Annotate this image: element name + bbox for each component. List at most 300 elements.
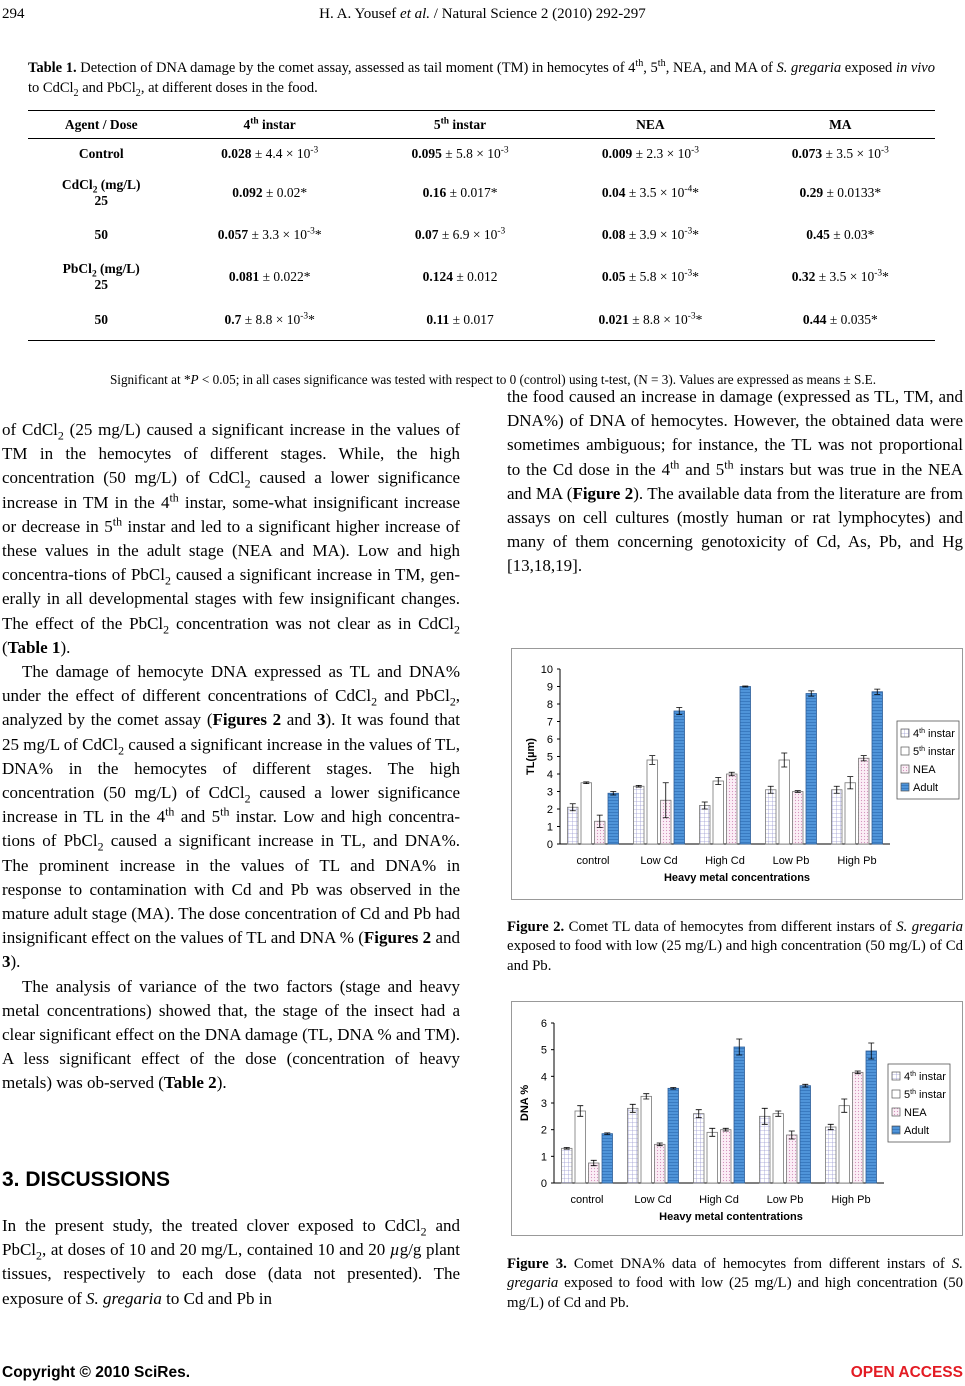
txt: (25 mg/L) caused a significant increase in the values of TM in the hemocytes of different stages. While, the high concentration (50 mg/L) of CdCl bbox=[2, 420, 461, 488]
cell-se: ± 0.017* bbox=[446, 184, 498, 200]
sub-2: 2 bbox=[449, 694, 456, 709]
cell-nea bbox=[555, 139, 745, 169]
cell-c4 bbox=[174, 139, 364, 169]
txt: Comet DNA% data of hemocytes from different instars of bbox=[566, 1256, 952, 1272]
bar-0-3 bbox=[760, 1116, 771, 1183]
cell-exp: -3 bbox=[684, 226, 693, 236]
cell-agent bbox=[28, 301, 174, 341]
agent-name: 50 bbox=[94, 312, 108, 328]
cell-se: ± 0.012 bbox=[452, 268, 498, 284]
table-row bbox=[28, 169, 935, 217]
txt: exposed to food with low (25 mg/L) and high concentration (50 mg/L) of Cd and Pb. bbox=[507, 938, 963, 974]
txt: ). bbox=[216, 1073, 227, 1093]
y-axis-label: DNA % bbox=[519, 1084, 531, 1122]
caption-text: exposed bbox=[841, 60, 896, 76]
sig-text: Significant at * bbox=[109, 372, 191, 387]
bar-0-4 bbox=[826, 1127, 837, 1183]
cell-exp: -3 bbox=[497, 226, 506, 236]
agent-dose: 25 bbox=[94, 192, 108, 208]
cell-se: ± 3.9 × 10 bbox=[625, 226, 685, 242]
bar-2-2 bbox=[727, 774, 738, 844]
bar-0-1 bbox=[634, 786, 645, 844]
table-row bbox=[28, 217, 935, 253]
sub-2: 2 bbox=[454, 622, 460, 637]
bar-2-4 bbox=[853, 1072, 864, 1183]
bar-3-0 bbox=[608, 793, 619, 844]
agent-unit: (mg/L) bbox=[97, 176, 141, 192]
left-column bbox=[2, 418, 460, 1096]
bar-1-2 bbox=[707, 1132, 718, 1183]
cell-se: ± 0.0133* bbox=[823, 184, 882, 200]
legend-label: 5th instar bbox=[913, 746, 955, 758]
txt: , at doses of 10 and 20 mg/L, contained 10 and 20 bbox=[41, 1240, 390, 1260]
bar-3-1 bbox=[674, 711, 685, 844]
cell-mean: 0.095 bbox=[411, 145, 442, 161]
y-tick-label: 9 bbox=[546, 681, 553, 694]
caption-text: and PbCl bbox=[78, 80, 136, 96]
agent-name: 50 bbox=[94, 226, 108, 242]
right-column bbox=[507, 385, 963, 579]
sub-2: 2 bbox=[244, 791, 251, 806]
cell-mean: 0.04 bbox=[601, 184, 626, 200]
txt: ( bbox=[2, 637, 8, 657]
bar-3-4 bbox=[872, 692, 883, 844]
header-num: 4 bbox=[243, 116, 251, 132]
bar-1-1 bbox=[647, 760, 658, 844]
txt: ). It was found that 25 mg/L of CdCl bbox=[2, 710, 461, 754]
sup-th: th bbox=[670, 456, 680, 471]
cell-mean: 0.057 bbox=[217, 226, 249, 242]
cell-mean: 0.44 bbox=[802, 312, 827, 328]
y-axis-label: TL(µm) bbox=[525, 738, 537, 775]
cell-ma bbox=[746, 139, 935, 169]
legend-label: Adult bbox=[904, 1125, 930, 1137]
x-tick-label: High Pb bbox=[831, 1194, 871, 1206]
x-tick-label: control bbox=[576, 855, 610, 867]
legend-label: 4th instar bbox=[904, 1071, 946, 1083]
cell-c5 bbox=[365, 253, 555, 301]
cell-se: ± 4.4 × 10 bbox=[251, 145, 311, 161]
bar-2-2 bbox=[721, 1130, 732, 1183]
txt: The damage of hemocyte DNA expressed as TL and DNA% under the effect of different concentrations of CdCl bbox=[2, 662, 460, 706]
cell-mean: 0.45 bbox=[806, 226, 830, 242]
cell-ma bbox=[746, 253, 935, 301]
bar-0-2 bbox=[694, 1114, 705, 1183]
txt: and bbox=[431, 928, 461, 948]
cell-mean: 0.092 bbox=[232, 184, 263, 200]
sup-th: th bbox=[220, 804, 230, 819]
sub-2: 2 bbox=[244, 476, 251, 491]
txt: instar. Low and high concentra-tions of PbCl bbox=[2, 807, 460, 851]
figure-ref-link[interactable]: 3 bbox=[2, 952, 11, 972]
figure2-chart bbox=[511, 648, 963, 900]
txt: and 5 bbox=[679, 459, 725, 479]
cell-c5 bbox=[365, 301, 555, 341]
bar-2-3 bbox=[787, 1135, 798, 1183]
cell-star: * bbox=[308, 312, 315, 328]
cell-exp: -3 bbox=[306, 226, 315, 236]
txt: and bbox=[281, 710, 317, 730]
cell-c5 bbox=[365, 169, 555, 217]
x-tick-label: High Cd bbox=[705, 855, 745, 867]
cell-c4 bbox=[174, 169, 364, 217]
txt: ). The available data from the literature are from assays on cell cultures (mostly human or rat lymphocytes) and many of them concerning genotoxicity of Cd, As, Pb, and Hg [13,18,19]. bbox=[507, 483, 963, 576]
sig-p: P bbox=[190, 372, 199, 387]
figure-ref-link[interactable]: Figures 2 bbox=[363, 928, 432, 948]
txt: to Cd and Pb in bbox=[161, 1288, 272, 1308]
figure-ref-link[interactable]: Figures 2 bbox=[212, 710, 282, 730]
figure3-label: Figure 3. bbox=[507, 1256, 567, 1272]
cell-nea bbox=[555, 253, 745, 301]
cell-c5 bbox=[365, 217, 555, 253]
cell-c5 bbox=[365, 139, 555, 169]
bar-1-0 bbox=[581, 783, 592, 844]
cell-mean: 0.08 bbox=[601, 226, 626, 242]
y-tick-label: 4 bbox=[546, 769, 553, 781]
legend-label: NEA bbox=[904, 1107, 927, 1119]
cell-se: ± 5.8 × 10 bbox=[441, 145, 501, 161]
table-row bbox=[28, 301, 935, 341]
y-tick-label: 7 bbox=[546, 716, 553, 729]
species-name: S. gregaria bbox=[507, 1256, 963, 1292]
cell-nea bbox=[555, 301, 745, 341]
txt: g/g plant tissues, respectively to each dose (data not presented). The exposure of bbox=[2, 1240, 461, 1308]
running-title bbox=[0, 6, 965, 23]
cell-exp: -3 bbox=[684, 268, 693, 278]
agent-name: PbCl bbox=[62, 260, 92, 276]
txt: and PbCl bbox=[377, 686, 450, 706]
x-tick-label: High Cd bbox=[699, 1194, 739, 1206]
sup-th: th bbox=[165, 804, 175, 819]
y-tick-label: 6 bbox=[540, 1018, 547, 1030]
txt: instar, some-what insignificant increase or decrease in 5 bbox=[2, 492, 461, 536]
cell-se: ± 0.022* bbox=[259, 268, 311, 284]
running-title-journal: / Natural Science 2 (2010) 292-297 bbox=[430, 6, 646, 22]
bar-2-1 bbox=[655, 1144, 666, 1183]
cell-star: * bbox=[692, 226, 699, 242]
sup-th: th bbox=[440, 116, 450, 126]
cell-mean: 0.124 bbox=[422, 268, 453, 284]
bar-3-1 bbox=[668, 1088, 679, 1183]
footer-copyright: Copyright © 2010 SciRes. bbox=[2, 1364, 191, 1381]
header-instar: instar bbox=[258, 116, 296, 132]
txt: The analysis of variance of the two factors (stage and heavy metal concentrations) showed that, the stage of the insect had a clear significant effect on the DNA damage (TL, DNA % and TM). A less significant effect of the dose (concentration of heavy metals) was ob-served ( bbox=[2, 976, 460, 1093]
cell-exp: -3 bbox=[687, 311, 696, 322]
cell-ma bbox=[746, 169, 935, 217]
sup-th: th bbox=[635, 58, 644, 70]
legend-label: Adult bbox=[913, 782, 939, 794]
cell-mean: 0.32 bbox=[791, 268, 816, 284]
cell-c4 bbox=[174, 301, 364, 341]
cell-mean: 0.009 bbox=[601, 145, 633, 161]
x-axis-label: Heavy metal contentrations bbox=[659, 1211, 803, 1223]
paragraph-tl-dna bbox=[2, 660, 460, 975]
x-axis-label: Heavy metal concentrations bbox=[663, 872, 811, 884]
x-tick-label: Low Pb bbox=[772, 855, 810, 867]
x-tick-label: Low Pb bbox=[766, 1194, 804, 1206]
txt: instars but was true in the NEA and MA ( bbox=[507, 459, 963, 503]
species-name: S. gregaria bbox=[776, 60, 842, 76]
running-title-etal: et al. bbox=[400, 6, 431, 22]
figure2-svg bbox=[512, 649, 962, 899]
cell-mean: 0.028 bbox=[221, 145, 252, 161]
figure2-label: Figure 2. bbox=[507, 919, 565, 935]
cell-se: ± 3.3 × 10 bbox=[248, 226, 307, 242]
figure-ref-link[interactable]: Figure 2 bbox=[572, 483, 634, 503]
page-number: 294 bbox=[2, 6, 25, 22]
bar-3-4 bbox=[866, 1051, 877, 1183]
section-heading-discussions: 3. DISCUSSIONS bbox=[2, 1168, 171, 1191]
caption-text: to CdCl bbox=[28, 80, 74, 96]
cell-agent bbox=[28, 139, 174, 169]
legend-swatch bbox=[901, 783, 909, 791]
sup-th: th bbox=[112, 514, 123, 529]
y-tick-label: 3 bbox=[540, 1098, 547, 1110]
txt: caused a lower significance increase in TM in the 4 bbox=[2, 468, 460, 512]
cell-exp: -4 bbox=[684, 184, 693, 194]
cell-se: ± 0.035* bbox=[826, 312, 878, 328]
sub-2: 2 bbox=[36, 1248, 42, 1263]
cell-star: * bbox=[692, 268, 699, 284]
in-vivo: in vivo bbox=[895, 60, 935, 76]
legend-swatch bbox=[892, 1108, 900, 1116]
header-4th-instar bbox=[174, 111, 364, 139]
bar-1-1 bbox=[641, 1096, 652, 1183]
bar-3-3 bbox=[806, 694, 817, 845]
mu-symbol: µ bbox=[389, 1240, 400, 1260]
header-instar: instar bbox=[449, 116, 487, 132]
txt: of CdCl bbox=[2, 420, 58, 439]
bar-2-4 bbox=[859, 758, 870, 844]
figure3-chart bbox=[511, 1001, 963, 1236]
sub-2: 2 bbox=[57, 428, 64, 443]
txt: exposed to food with low (25 mg/L) and high concentration (50 mg/L) of Cd and Pb. bbox=[507, 1275, 963, 1311]
y-tick-label: 6 bbox=[546, 734, 553, 746]
figure2-caption bbox=[507, 918, 963, 976]
cell-se: ± 6.9 × 10 bbox=[438, 226, 498, 242]
header-5th-instar bbox=[365, 111, 555, 139]
table-row bbox=[28, 253, 935, 301]
cell-se: ± 3.5 × 10 bbox=[815, 268, 875, 284]
y-tick-label: 3 bbox=[546, 786, 553, 799]
sub-2: 2 bbox=[371, 694, 378, 709]
header-ma: MA bbox=[746, 111, 935, 139]
caption-text: , NEA, and MA of bbox=[665, 60, 777, 76]
txt: and 5 bbox=[174, 807, 221, 827]
bar-1-4 bbox=[845, 783, 856, 844]
sub-2: 2 bbox=[135, 87, 141, 99]
cell-se: ± 3.5 × 10 bbox=[822, 145, 882, 161]
cell-exp: -3 bbox=[691, 145, 699, 156]
sub-2: 2 bbox=[91, 269, 97, 280]
bar-0-1 bbox=[628, 1108, 639, 1183]
paragraph-tm bbox=[2, 418, 460, 660]
cell-se: ± 3.5 × 10 bbox=[625, 184, 685, 200]
header-nea: NEA bbox=[555, 111, 745, 139]
agent-unit: (mg/L) bbox=[96, 260, 140, 276]
cell-mean: 0.081 bbox=[228, 268, 260, 284]
legend-label: 4th instar bbox=[913, 728, 955, 740]
cell-ma bbox=[746, 301, 935, 341]
sub-2: 2 bbox=[92, 185, 98, 196]
cell-se: ± 2.3 × 10 bbox=[632, 145, 692, 161]
paragraph-discussion bbox=[2, 1214, 460, 1311]
legend-swatch bbox=[892, 1072, 900, 1080]
cell-mean: 0.16 bbox=[422, 184, 447, 200]
bar-2-3 bbox=[793, 792, 804, 845]
table1 bbox=[28, 110, 935, 341]
sup-th: th bbox=[250, 116, 259, 126]
y-tick-label: 8 bbox=[546, 699, 553, 711]
bar-0-2 bbox=[700, 806, 711, 845]
cell-exp: -3 bbox=[874, 268, 883, 278]
cell-mean: 0.021 bbox=[598, 312, 629, 328]
table-header-row bbox=[28, 111, 935, 139]
y-tick-label: 5 bbox=[540, 1044, 547, 1057]
bar-3-3 bbox=[800, 1086, 811, 1183]
cell-agent bbox=[28, 217, 174, 253]
cell-se: ± 0.017 bbox=[449, 312, 494, 328]
cell-mean: 0.05 bbox=[601, 268, 626, 284]
txt: caused a significant increase in TL, and DNA%. The prominent increase in the values of TL and DNA% in response to contamination with Cd and Pb was observed in the mature adult stage (MA). The dose concentration of Cd and Pb had insignificant effect on the values of TL and DNA % ( bbox=[2, 831, 460, 948]
txt: instar and led to a significant higher increase of these values in the adult stage (NEA and MA). Low and high concentra-tions of PbCl bbox=[2, 516, 461, 585]
table1-caption bbox=[28, 58, 938, 98]
txt: In the present study, the treated clover exposed to CdCl bbox=[2, 1216, 421, 1235]
header-num: 5 bbox=[433, 116, 441, 132]
cell-nea bbox=[555, 217, 745, 253]
cell-star: * bbox=[882, 268, 889, 284]
cell-star: * bbox=[314, 226, 322, 242]
cell-se: ± 8.8 × 10 bbox=[628, 312, 688, 328]
y-tick-label: 2 bbox=[546, 804, 553, 816]
sup-th: th bbox=[169, 489, 179, 504]
agent-name: Control bbox=[78, 145, 124, 161]
txt: , analyzed by the comet assay ( bbox=[2, 686, 461, 730]
sub-2: 2 bbox=[164, 573, 171, 588]
cell-exp: -3 bbox=[500, 145, 509, 156]
bar-1-2 bbox=[713, 781, 724, 844]
paragraph-damage bbox=[507, 385, 963, 579]
cell-agent bbox=[28, 253, 174, 301]
bar-3-2 bbox=[734, 1047, 745, 1183]
bar-0-3 bbox=[766, 790, 777, 844]
cell-se: ± 5.8 × 10 bbox=[625, 268, 685, 284]
y-tick-label: 0 bbox=[540, 1178, 547, 1190]
cell-agent bbox=[28, 169, 174, 217]
y-tick-label: 1 bbox=[546, 821, 553, 834]
txt: caused a lower significance increase in TL in the 4 bbox=[2, 783, 460, 827]
sup-th: th bbox=[657, 58, 666, 70]
y-tick-label: 4 bbox=[540, 1071, 547, 1084]
cell-mean: 0.7 bbox=[224, 312, 242, 328]
sub-2: 2 bbox=[97, 839, 104, 854]
figure-ref-link[interactable]: 3 bbox=[316, 710, 326, 730]
cell-mean: 0.07 bbox=[414, 226, 439, 242]
caption-text: , at different doses in the food. bbox=[140, 80, 318, 96]
cell-nea bbox=[555, 169, 745, 217]
species-name: S. gregaria bbox=[86, 1288, 162, 1308]
table-ref-link[interactable]: Table 2 bbox=[163, 1073, 217, 1093]
agent-name: CdCl bbox=[61, 176, 93, 192]
x-tick-label: control bbox=[570, 1194, 604, 1206]
figure3-svg bbox=[512, 1002, 962, 1235]
cell-star: * bbox=[695, 312, 703, 328]
cell-se: ± 0.03* bbox=[829, 226, 875, 242]
left-column-discussion bbox=[2, 1214, 460, 1311]
cell-c4 bbox=[174, 217, 364, 253]
txt: ). bbox=[60, 637, 71, 657]
footer-open-access: OPEN ACCESS bbox=[850, 1364, 963, 1381]
cell-ma bbox=[746, 217, 935, 253]
cell-mean: 0.073 bbox=[791, 145, 823, 161]
legend-label: 5th instar bbox=[904, 1089, 946, 1101]
txt: and PbCl bbox=[2, 1216, 460, 1260]
txt: caused a significant increase in TM, gen-erally in all developmental stages with few insignificant changes. The effect of the PbCl bbox=[2, 565, 460, 633]
table-row bbox=[28, 139, 935, 169]
y-tick-label: 2 bbox=[540, 1124, 547, 1137]
paragraph-anova bbox=[2, 975, 460, 1096]
x-tick-label: Low Cd bbox=[634, 1194, 672, 1206]
txt: concentration was not clear as in CdCl bbox=[169, 613, 455, 633]
x-tick-label: High Pb bbox=[837, 855, 877, 867]
cell-mean: 0.29 bbox=[799, 184, 824, 200]
cell-exp: -3 bbox=[310, 145, 319, 156]
bar-3-0 bbox=[602, 1134, 613, 1183]
cell-exp: -3 bbox=[881, 145, 889, 156]
cell-star: * bbox=[692, 184, 699, 200]
txt: ). bbox=[10, 952, 21, 972]
legend-swatch bbox=[892, 1090, 900, 1098]
figure3-caption bbox=[507, 1255, 963, 1313]
x-tick-label: Low Cd bbox=[640, 855, 678, 867]
bar-1-3 bbox=[779, 760, 790, 844]
caption-text: Detection of DNA damage by the comet assay, assessed as tail moment (TM) in hemocytes of 4 bbox=[76, 60, 636, 76]
legend-swatch bbox=[901, 747, 909, 755]
y-tick-label: 1 bbox=[540, 1151, 547, 1164]
cell-c4 bbox=[174, 253, 364, 301]
sup-th: th bbox=[724, 456, 734, 471]
legend-swatch bbox=[892, 1126, 900, 1134]
txt: caused a significant increase in the values of TL, DNA% in the hemocytes of different stages. The high concentration (50 mg/L) of CdCl bbox=[2, 734, 460, 803]
sub-2: 2 bbox=[420, 1224, 427, 1239]
cell-mean: 0.11 bbox=[426, 312, 450, 328]
bar-0-4 bbox=[832, 790, 843, 844]
y-tick-label: 10 bbox=[540, 664, 553, 676]
txt: Comet TL data of hemocytes from different instars of bbox=[564, 919, 897, 935]
sub-2: 2 bbox=[163, 622, 170, 637]
cell-se: ± 0.02* bbox=[262, 184, 308, 200]
species-name: S. gregaria bbox=[896, 919, 963, 935]
bar-0-0 bbox=[568, 807, 579, 844]
table-ref-link[interactable]: Table 1 bbox=[7, 637, 61, 657]
bar-1-3 bbox=[773, 1114, 784, 1183]
cell-exp: -3 bbox=[300, 311, 309, 322]
bar-1-0 bbox=[575, 1111, 586, 1183]
legend-label: NEA bbox=[913, 764, 936, 776]
cell-se: ± 8.8 × 10 bbox=[241, 312, 301, 328]
sig-text: < 0.05; in all cases significance was tested with respect to 0 (control) using t-test, (N = 3). Values are expressed as means ± S.E. bbox=[198, 372, 877, 387]
y-tick-label: 0 bbox=[546, 839, 553, 851]
legend-swatch bbox=[901, 729, 909, 737]
table1-caption-label: Table 1. bbox=[28, 60, 77, 76]
bar-1-4 bbox=[839, 1106, 850, 1183]
y-tick-label: 5 bbox=[546, 751, 553, 764]
caption-text: , 5 bbox=[643, 60, 658, 76]
running-title-authors: H. A. Yousef bbox=[319, 6, 401, 22]
legend-swatch bbox=[901, 765, 909, 773]
sub-2: 2 bbox=[73, 87, 79, 99]
bar-3-2 bbox=[740, 687, 751, 845]
